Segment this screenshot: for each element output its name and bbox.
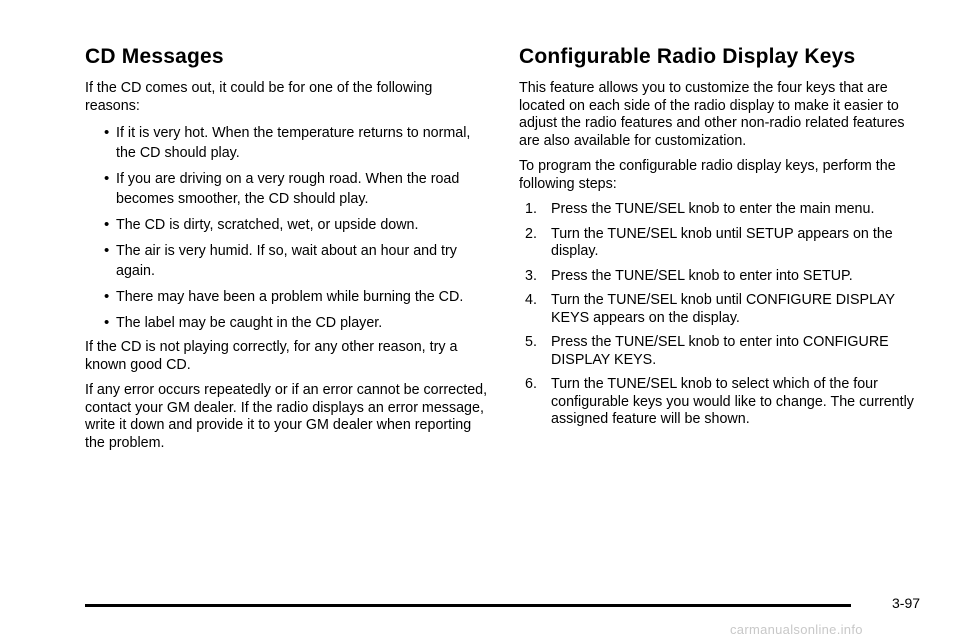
- step-number: 2.: [525, 225, 537, 242]
- cd-messages-heading: CD Messages: [85, 45, 224, 68]
- bullet-icon: •: [104, 124, 110, 141]
- list-item: [519, 226, 929, 261]
- step-text: Turn the TUNE/SEL knob to select which of the four configurable keys you would like to change. The currently assigned feature will be shown.: [551, 376, 914, 427]
- list-item: [519, 268, 929, 286]
- bullet-icon: •: [104, 314, 110, 331]
- configurable-keys-heading: Configurable Radio Display Keys: [519, 45, 856, 68]
- step-number: 5.: [525, 334, 537, 350]
- bullet-icon: •: [104, 216, 110, 233]
- cd-messages-section: [85, 44, 490, 460]
- cd-messages-paragraph-2: If the CD is not playing correctly, for any other reason, try a known good CD.: [85, 339, 458, 373]
- configurable-keys-section: [519, 44, 929, 436]
- step-text: Press the TUNE/SEL knob to enter into SETUP.: [551, 267, 853, 284]
- list-item: • If you are driving on a very rough road. When the road becomes smoother, the CD should play.: [104, 170, 460, 207]
- cd-messages-paragraph-3: If any error occurs repeatedly or if an error cannot be corrected, contact your GM dealer. If the radio displays an error message, write it down and provide it to your GM dealer when reporting the problem.: [85, 382, 488, 451]
- step-number: 4.: [525, 292, 537, 308]
- list-item: [519, 334, 929, 369]
- steps-list: [519, 201, 929, 429]
- step-number: 3.: [525, 267, 537, 284]
- page-number: 3-97: [892, 595, 921, 611]
- list-item: • The air is very humid. If so, wait about an hour and try again.: [104, 242, 457, 279]
- bullet-icon: •: [104, 242, 110, 259]
- list-item: [519, 376, 929, 429]
- list-item: • The label may be caught in the CD player.: [104, 314, 383, 331]
- step-text: Turn the TUNE/SEL knob until SETUP appears on the display.: [551, 225, 893, 259]
- watermark: carmanualsonline.info: [730, 622, 863, 637]
- step-text: Turn the TUNE/SEL knob until CONFIGURE DISPLAY KEYS appears on the display.: [551, 292, 895, 326]
- configurable-keys-intro: This feature allows you to customize the four keys that are located on each side of the radio display to make it easier to adjust the radio features and other non-radio related features are also available for customization.: [519, 80, 905, 149]
- list-item: • The CD is dirty, scratched, wet, or upside down.: [104, 216, 419, 233]
- list-item: [519, 292, 929, 327]
- bullet-icon: •: [104, 288, 110, 305]
- configurable-keys-paragraph-2: To program the configurable radio display keys, perform the following steps:: [519, 158, 896, 192]
- cd-messages-intro: If the CD comes out, it could be for one of the following reasons:: [85, 80, 433, 114]
- list-item: [519, 201, 929, 219]
- step-text: Press the TUNE/SEL knob to enter the main menu.: [551, 201, 875, 217]
- cd-reasons-list: [85, 123, 490, 333]
- bullet-icon: •: [104, 170, 110, 187]
- footer-rule: [85, 604, 851, 607]
- step-text: Press the TUNE/SEL knob to enter into CONFIGURE DISPLAY KEYS.: [551, 334, 889, 368]
- step-number: 6.: [525, 376, 537, 392]
- step-number: 1.: [525, 201, 537, 217]
- list-item: • If it is very hot. When the temperature returns to normal, the CD should play.: [104, 124, 471, 161]
- list-item: • There may have been a problem while burning the CD.: [104, 288, 464, 305]
